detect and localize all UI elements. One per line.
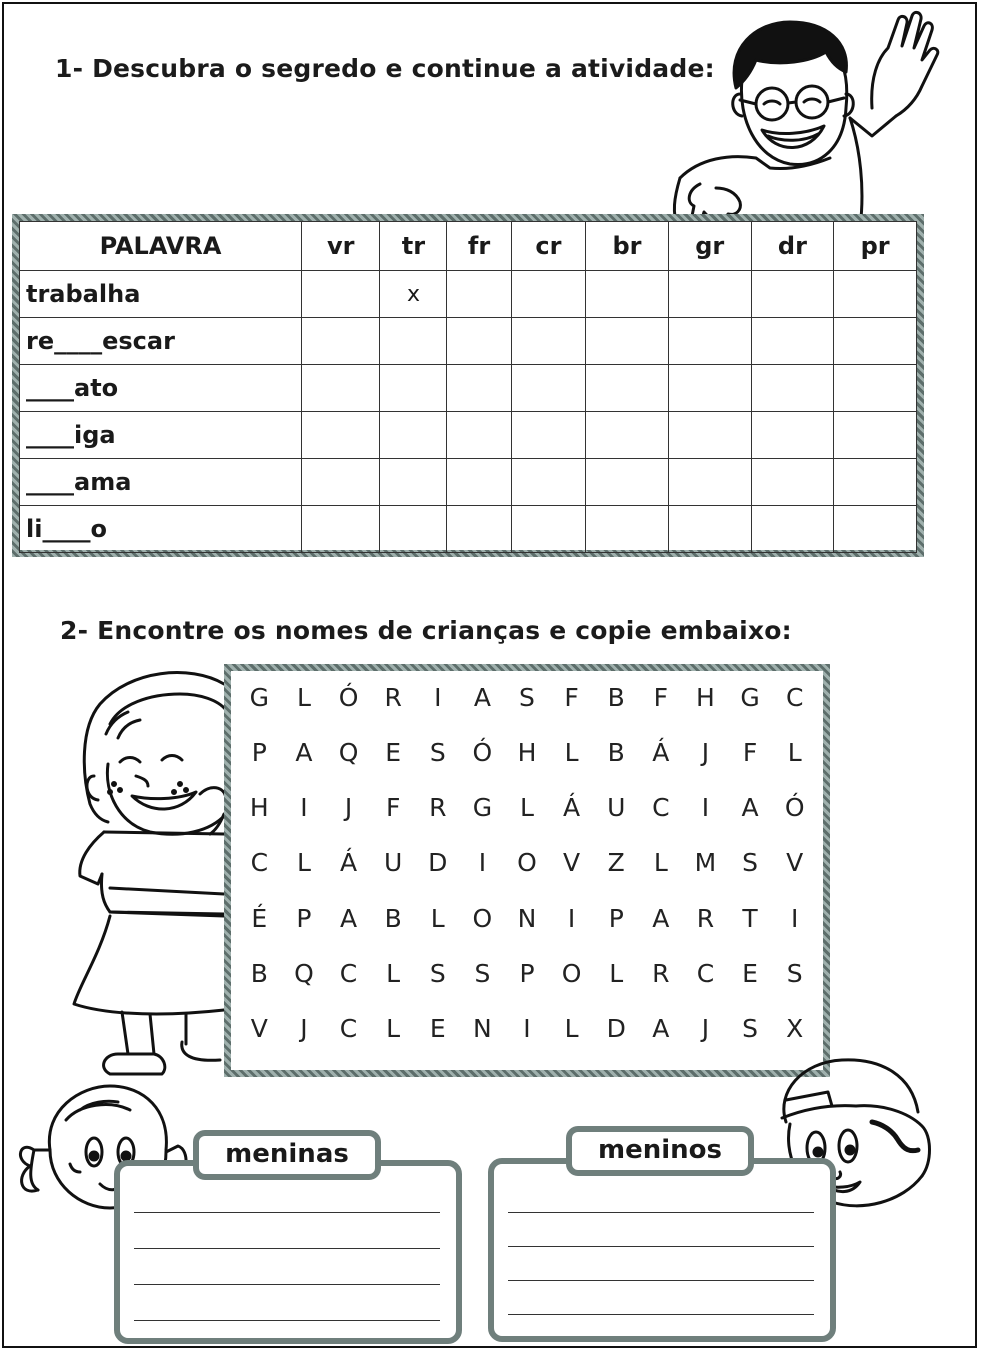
letter-cell[interactable]: B (384, 903, 402, 933)
word-cell: ____iga (20, 412, 302, 459)
letter-cell[interactable]: S (429, 958, 446, 988)
table-row (20, 365, 917, 412)
boys-answer-line[interactable] (508, 1212, 814, 1213)
answer-cell[interactable] (511, 506, 586, 553)
letter-cell[interactable]: R (429, 793, 447, 823)
word-cell: re____escar (20, 318, 302, 365)
letter-cell[interactable]: H (249, 793, 269, 823)
answer-cell[interactable] (834, 365, 917, 412)
answer-cell[interactable] (447, 412, 511, 459)
answer-cell[interactable] (751, 365, 834, 412)
letter-cell[interactable]: Á (563, 793, 581, 823)
answer-cell[interactable] (511, 318, 586, 365)
answer-cell[interactable] (380, 318, 447, 365)
letter-cell[interactable]: I (300, 793, 308, 823)
letter-cell[interactable]: C (339, 958, 358, 988)
letter-cell[interactable]: S (474, 958, 491, 988)
letter-cell[interactable]: S (742, 1013, 758, 1043)
letter-cell[interactable]: I (478, 848, 487, 878)
letter-cell[interactable]: L (520, 793, 534, 823)
letter-cell[interactable]: E (385, 738, 402, 768)
answer-cell[interactable] (668, 459, 751, 506)
girls-label: meninas (193, 1130, 381, 1180)
letter-cell[interactable]: Ó (472, 738, 493, 768)
table-row (20, 506, 917, 553)
letter-cell[interactable]: A (652, 903, 670, 933)
letter-cell[interactable]: P (519, 958, 535, 988)
letter-cell[interactable]: A (339, 903, 358, 933)
letter-cell[interactable]: L (787, 738, 802, 768)
syllable-table-frame (12, 214, 924, 557)
answer-cell[interactable] (751, 459, 834, 506)
letter-cell[interactable]: V (786, 848, 804, 878)
girls-answer-line[interactable] (134, 1320, 440, 1321)
letter-cell[interactable]: B (607, 683, 625, 712)
answer-cell[interactable] (511, 365, 586, 412)
letter-cell[interactable]: S (786, 958, 803, 988)
answer-cell[interactable] (751, 318, 834, 365)
letter-cell[interactable]: B (607, 738, 625, 768)
letter-cell[interactable]: H (696, 683, 715, 712)
boys-answer-line[interactable] (508, 1246, 814, 1247)
header-col: dr (751, 222, 834, 271)
letter-cell[interactable]: B (250, 958, 268, 988)
letter-cell[interactable]: Á (652, 738, 670, 768)
boy-waving-illustration (660, 8, 960, 240)
boys-answer-line[interactable] (508, 1280, 814, 1281)
answer-cell[interactable] (586, 271, 669, 318)
letter-cell[interactable]: X (786, 1013, 804, 1043)
letter-cell[interactable]: P (251, 738, 267, 768)
letter-cell[interactable]: L (609, 958, 624, 988)
letter-cell[interactable]: R (696, 903, 715, 933)
letter-cell[interactable]: T (742, 903, 758, 933)
syllable-table (19, 221, 917, 553)
header-col: br (586, 222, 669, 271)
table-row (20, 271, 917, 318)
header-col: gr (668, 222, 751, 271)
letter-cell[interactable]: I (567, 903, 576, 933)
letter-cell[interactable]: G (472, 793, 493, 823)
letter-cell[interactable]: Z (607, 848, 625, 878)
letter-cell[interactable]: D (606, 1013, 626, 1043)
letter-cell[interactable]: A (652, 1013, 670, 1043)
answer-cell[interactable] (302, 506, 380, 553)
letter-cell[interactable]: Á (339, 848, 358, 878)
answer-cell[interactable] (668, 506, 751, 553)
answer-cell[interactable] (834, 318, 917, 365)
letter-cell[interactable]: I (434, 683, 442, 712)
letter-cell[interactable]: I (790, 903, 799, 933)
answer-cell[interactable] (834, 459, 917, 506)
letter-cell[interactable]: C (652, 793, 670, 823)
letter-cell[interactable]: F (742, 738, 758, 768)
girls-answer-line[interactable] (134, 1248, 440, 1249)
answer-cell[interactable]: x (380, 271, 447, 318)
letter-cell[interactable]: I (523, 1013, 531, 1043)
header-palavra: PALAVRA (20, 222, 302, 271)
girls-answer-line[interactable] (134, 1212, 440, 1213)
letter-cell[interactable]: U (383, 848, 403, 878)
answer-cell[interactable] (447, 271, 511, 318)
letter-cell[interactable]: Q (338, 738, 359, 768)
table-header-row (20, 222, 917, 271)
header-col: pr (834, 222, 917, 271)
answer-cell[interactable] (511, 271, 586, 318)
letter-cell[interactable]: F (385, 793, 401, 823)
letter-cell[interactable]: J (300, 1013, 308, 1043)
word-search-grid (237, 683, 817, 1069)
letter-cell[interactable]: N (473, 1013, 492, 1043)
word-cell: ____ato (20, 365, 302, 412)
answer-cell[interactable] (834, 412, 917, 459)
answer-cell[interactable] (668, 365, 751, 412)
letter-cell[interactable]: U (607, 793, 626, 823)
letter-cell[interactable]: O (472, 903, 493, 933)
letter-cell[interactable]: A (473, 683, 491, 712)
girl-illustration (70, 664, 230, 1084)
letter-cell[interactable]: J (344, 793, 353, 823)
answer-cell[interactable] (751, 506, 834, 553)
letter-cell[interactable]: E (429, 1013, 446, 1043)
word-cell: trabalha (20, 271, 302, 318)
letter-cell[interactable]: É (251, 903, 268, 933)
answer-cell[interactable] (511, 459, 586, 506)
letter-cell[interactable]: C (339, 1013, 358, 1043)
answer-cell[interactable] (586, 459, 669, 506)
letter-cell[interactable]: A (741, 793, 759, 823)
table-row (20, 459, 917, 506)
answer-cell[interactable] (751, 271, 834, 318)
letter-cell[interactable]: N (517, 903, 537, 933)
answer-cell[interactable] (302, 271, 380, 318)
letter-cell[interactable]: V (563, 848, 581, 878)
letter-cell[interactable]: D (428, 848, 448, 878)
answer-cell[interactable] (380, 365, 447, 412)
letter-cell[interactable]: L (296, 848, 311, 878)
letter-cell[interactable]: L (653, 848, 668, 878)
letter-cell[interactable]: O (561, 958, 582, 988)
letter-cell[interactable]: R (652, 958, 670, 988)
word-cell: ____ama (20, 459, 302, 506)
letter-cell[interactable]: L (296, 683, 311, 712)
answer-cell[interactable] (447, 459, 511, 506)
letter-cell[interactable]: C (250, 848, 269, 878)
answer-cell[interactable] (586, 506, 669, 553)
girls-answer-box (114, 1160, 462, 1344)
letter-cell[interactable]: L (386, 958, 401, 988)
answer-cell[interactable] (586, 412, 669, 459)
table-row (20, 318, 917, 365)
letter-cell[interactable]: Ó (784, 793, 805, 823)
answer-cell[interactable] (668, 271, 751, 318)
answer-cell[interactable] (447, 365, 511, 412)
letter-cell[interactable]: S (429, 738, 446, 768)
letter-cell[interactable]: P (608, 903, 624, 933)
answer-cell[interactable] (302, 365, 380, 412)
header-col: fr (447, 222, 511, 271)
letter-cell[interactable]: F (564, 683, 579, 712)
letter-cell[interactable]: S (742, 848, 758, 878)
word-cell: li____o (20, 506, 302, 553)
answer-cell[interactable] (751, 412, 834, 459)
question-2-title: 2- Encontre os nomes de crianças e copie embaixo: (60, 616, 792, 645)
letter-cell[interactable]: S (519, 683, 535, 712)
answer-cell[interactable] (586, 318, 669, 365)
letter-cell[interactable]: C (785, 683, 804, 712)
question-1-title: 1- Descubra o segredo e continue a atividade: (55, 54, 715, 83)
letter-cell[interactable]: I (701, 793, 710, 823)
answer-cell[interactable] (380, 412, 447, 459)
letter-cell[interactable]: M (694, 848, 717, 878)
letter-cell[interactable]: L (564, 1013, 579, 1043)
letter-cell[interactable]: J (701, 738, 710, 768)
letter-cell[interactable]: E (742, 958, 758, 988)
answer-cell[interactable] (447, 506, 511, 553)
letter-cell[interactable]: G (740, 683, 760, 712)
answer-cell[interactable] (447, 318, 511, 365)
answer-cell[interactable] (668, 412, 751, 459)
answer-cell[interactable] (302, 318, 380, 365)
letter-cell[interactable]: J (701, 1013, 710, 1043)
letter-cell[interactable]: L (430, 903, 445, 933)
answer-cell[interactable] (834, 271, 917, 318)
answer-cell[interactable] (834, 506, 917, 553)
answer-cell[interactable] (302, 459, 380, 506)
letter-cell[interactable]: G (249, 683, 269, 712)
answer-cell[interactable] (380, 459, 447, 506)
boys-label: meninos (566, 1126, 754, 1176)
girls-answer-line[interactable] (134, 1284, 440, 1285)
header-col: tr (380, 222, 447, 271)
letter-cell[interactable]: R (384, 683, 402, 712)
answer-cell[interactable] (668, 318, 751, 365)
letter-cell[interactable]: A (295, 738, 313, 768)
header-col: vr (302, 222, 380, 271)
letter-cell[interactable]: Q (294, 958, 314, 988)
letter-cell[interactable]: P (296, 903, 312, 933)
word-search-frame (224, 664, 830, 1077)
letter-cell[interactable]: V (250, 1013, 268, 1043)
boys-answer-line[interactable] (508, 1314, 814, 1315)
letter-cell[interactable]: L (564, 738, 579, 768)
answer-cell[interactable] (511, 412, 586, 459)
header-col: cr (511, 222, 586, 271)
letter-cell[interactable]: O (517, 848, 537, 878)
letter-cell[interactable]: Ó (338, 683, 359, 712)
table-row (20, 412, 917, 459)
answer-cell[interactable] (380, 506, 447, 553)
letter-cell[interactable]: L (386, 1013, 401, 1043)
answer-cell[interactable] (302, 412, 380, 459)
answer-cell[interactable] (586, 365, 669, 412)
letter-cell[interactable]: H (517, 738, 537, 768)
letter-cell[interactable]: F (653, 683, 669, 712)
letter-cell[interactable]: C (696, 958, 715, 988)
